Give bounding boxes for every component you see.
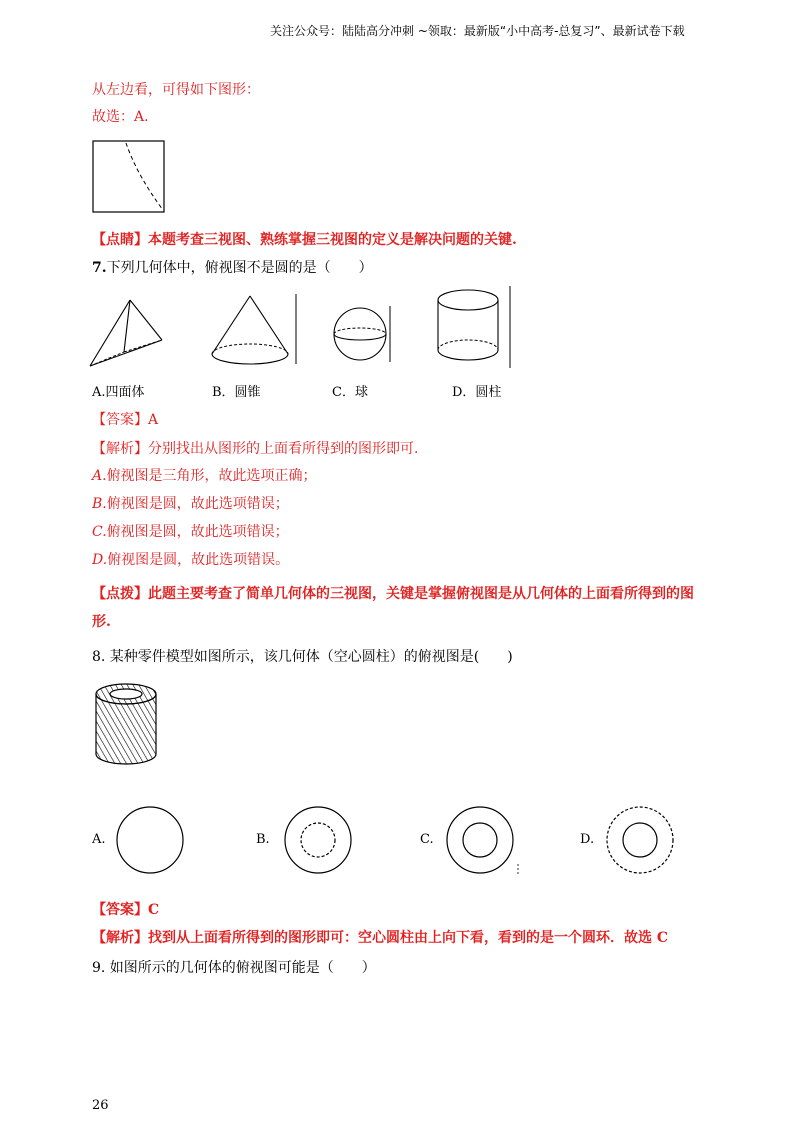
q7-tip-line1: 【点拨】此题主要考查了简单几何体的三视图，关键是掌握俯视图是从几何体的上面看所得到的图 <box>92 586 694 602</box>
q8-analysis: 【解析】找到从上面看所得到的图形即可：空心圆柱由上向下看，看到的是一个圆环．故选 C <box>92 930 669 946</box>
q8-option-a-label: A. <box>92 832 106 847</box>
q8-option-d-label: D. <box>580 832 595 847</box>
q8-option-c-label: C. <box>420 832 434 847</box>
q7-analysis: 【解析】分别找出从图形的上面看所得到的图形即可. <box>92 441 419 457</box>
sphere-figure <box>330 306 410 366</box>
q7-stem-text: 下列几何体中，俯视图不是圆的是（ ） <box>106 260 373 276</box>
cylinder-figure <box>436 284 526 374</box>
q7-option-c: C．球 <box>332 385 368 400</box>
q8-option-c-rings <box>446 806 526 882</box>
page-header: 关注公众号：陆陆高分冲刺 ~领取：最新版“小中高考-总复习”、最新试卷下载 <box>270 24 685 38</box>
q6-solution-line2: 故选：A. <box>92 109 149 125</box>
q6-left-view-figure <box>92 140 166 214</box>
tetrahedron-figure <box>88 298 168 370</box>
q7-number: 7. <box>92 260 107 276</box>
cone-figure <box>208 292 298 372</box>
q7-point-d: D.俯视图是圆，故此选项错误。 <box>92 552 290 568</box>
q7-stem <box>92 258 373 278</box>
q8-option-b-label: B. <box>256 832 270 847</box>
page-number: 26 <box>92 1098 109 1113</box>
q8-option-b-rings <box>284 806 354 876</box>
q8-answer: 【答案】C <box>92 902 160 918</box>
q7-point-a: A.俯视图是三角形，故此选项正确； <box>92 468 317 484</box>
q7-answer: 【答案】A <box>92 412 159 428</box>
q7-point-c: C.俯视图是圆，故此选项错误； <box>92 524 289 540</box>
q7-option-a: A.四面体 <box>92 385 145 400</box>
q6-solution-line1: 从左边看，可得如下图形： <box>92 82 260 98</box>
q8-option-d-rings <box>606 806 676 876</box>
q7-option-b: B．圆锥 <box>212 385 261 400</box>
q7-tip-line2: 形. <box>92 614 111 630</box>
hollow-cylinder-figure <box>94 678 160 768</box>
q8-option-a-circle <box>116 806 186 876</box>
q7-point-b: B.俯视图是圆，故此选项错误； <box>92 496 289 512</box>
q9-stem: 9. 如图所示的几何体的俯视图可能是（ ） <box>92 960 376 976</box>
q6-comment: 【点睛】本题考查三视图、熟练掌握三视图的定义是解决问题的关键. <box>92 232 517 248</box>
q7-option-d: D．圆柱 <box>452 385 502 400</box>
q8-stem: 8. 某种零件模型如图所示，该几何体（空心圆柱）的俯视图是( ) <box>92 649 513 665</box>
